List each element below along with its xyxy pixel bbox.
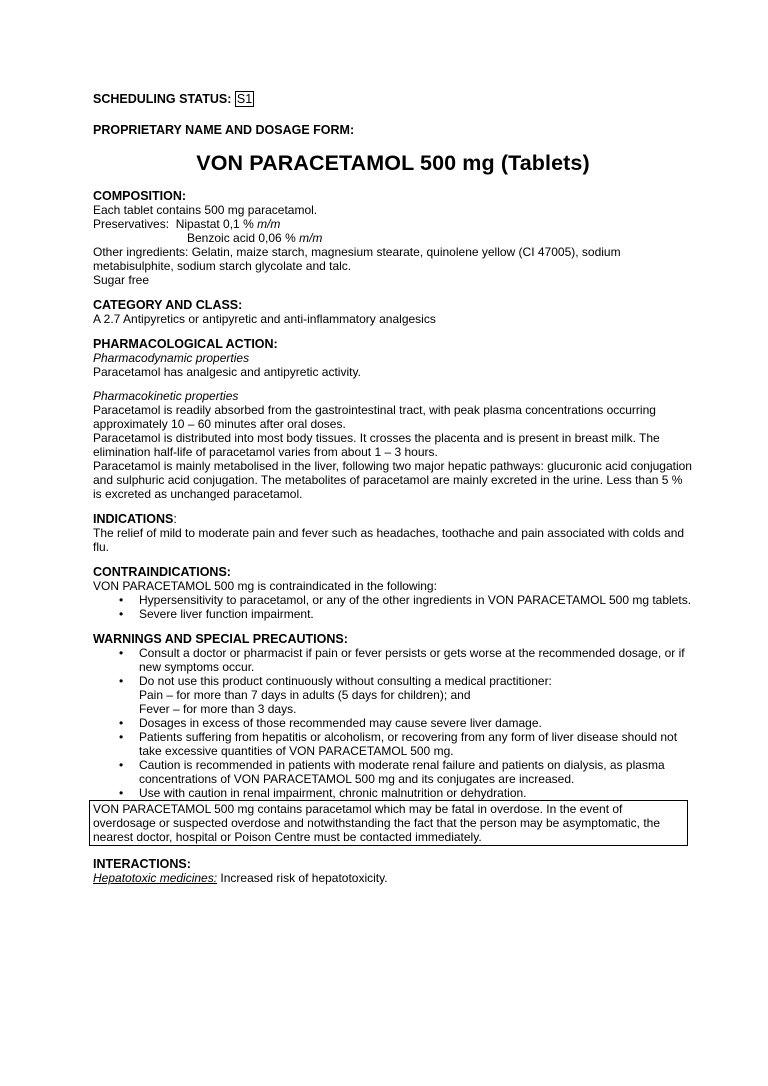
pharmacological-heading: PHARMACOLOGICAL ACTION: — [93, 337, 278, 351]
contraindications-intro: VON PARACETAMOL 500 mg is contraindicated in the following: — [93, 579, 437, 593]
warning-item-subline: Fever – for more than 3 days. — [139, 702, 297, 716]
pharmacodynamic-text: Paracetamol has analgesic and antipyretic activity. — [93, 365, 361, 379]
category-section — [93, 298, 693, 326]
warnings-list — [93, 646, 693, 800]
warnings-section — [93, 632, 693, 846]
preservatives-unit-2: m/m — [299, 231, 323, 245]
document-page — [93, 92, 693, 885]
list-item: • Use with caution in renal impairment, chronic malnutrition or dehydration. — [139, 786, 693, 800]
pharmacokinetic-paragraph-3: Paracetamol is mainly metabolised in the liver, following two major hepatic pathways: glucuronic acid conjugation and sulphuric acid conjugation. The metabolites of paracetamol are mainly excreted in the urine. Less than 5 % is excreted as unchanged paracetamol. — [93, 459, 692, 501]
indications-section — [93, 512, 693, 554]
preservatives-text-2: Benzoic acid 0,06 % — [187, 231, 300, 245]
list-item: • Dosages in excess of those recommended may cause severe liver damage. — [139, 716, 693, 730]
overdose-warning-box: VON PARACETAMOL 500 mg contains paracetamol which may be fatal in overdose. In the event of overdosage or suspected overdose and notwithstanding the fact that the person may be asymptomatic, the nearest doctor, hospital or Poison Centre must be contacted immediately. — [89, 800, 688, 846]
other-ingredients: Other ingredients: Gelatin, maize starch, magnesium stearate, quinolene yellow (CI 47005), sodium metabisulphite, sodium starch glycolate and talc. — [93, 245, 621, 273]
scheduling-value: S1 — [236, 92, 253, 106]
list-item: • Hypersensitivity to paracetamol, or any of the other ingredients in VON PARACETAMOL 500 mg tablets. — [139, 593, 693, 607]
interactions-text — [93, 871, 693, 885]
warnings-heading: WARNINGS AND SPECIAL PRECAUTIONS: — [93, 632, 348, 646]
preservatives-unit: m/m — [257, 217, 281, 231]
contraindications-heading: CONTRAINDICATIONS: — [93, 565, 231, 579]
hepatotoxic-text: Increased risk of hepatotoxicity. — [217, 871, 388, 885]
preservatives-line-2 — [93, 231, 693, 245]
pharmacokinetic-paragraph-1: Paracetamol is readily absorbed from the gastrointestinal tract, with peak plasma concentrations occurring approximately 10 – 60 minutes after oral doses. — [93, 403, 656, 431]
indications-heading — [93, 512, 693, 526]
preservatives-line — [93, 217, 693, 231]
pharmacodynamic-subheading: Pharmacodynamic properties — [93, 351, 250, 365]
pharmacological-section — [93, 337, 693, 501]
list-item: • Consult a doctor or pharmacist if pain or fever persists or gets worse at the recommended dosage, or if new symptoms occur. — [139, 646, 693, 674]
indications-heading-text: INDICATIONS — [93, 512, 174, 526]
contraindications-section — [93, 565, 693, 621]
interactions-heading: INTERACTIONS: — [93, 857, 191, 871]
category-text: A 2.7 Antipyretics or antipyretic and anti-inflammatory analgesics — [93, 312, 436, 326]
composition-line: Each tablet contains 500 mg paracetamol. — [93, 203, 318, 217]
preservatives-text: Preservatives: Nipastat 0,1 % — [93, 217, 258, 231]
pharmacokinetic-subheading: Pharmacokinetic properties — [93, 389, 239, 403]
composition-heading: COMPOSITION: — [93, 189, 187, 203]
hepatotoxic-label: Hepatotoxic medicines: — [93, 871, 218, 885]
indications-colon: : — [173, 512, 177, 526]
composition-section — [93, 189, 693, 287]
list-item: • Severe liver function impairment. — [139, 607, 693, 621]
warning-item-subline: Pain – for more than 7 days in adults (5 days for children); and — [139, 688, 471, 702]
interactions-section — [93, 857, 693, 885]
pharmacokinetic-paragraph-2: Paracetamol is distributed into most body tissues. It crosses the placenta and is present in breast milk. The elimination half-life of paracetamol varies from about 1 – 3 hours. — [93, 431, 660, 459]
contraindications-list — [93, 593, 693, 621]
list-item: • Patients suffering from hepatitis or alcoholism, or recovering from any form of liver disease should not take excessive quantities of VON PARACETAMOL 500 mg. — [139, 730, 693, 758]
category-heading: CATEGORY AND CLASS: — [93, 298, 243, 312]
sugar-free: Sugar free — [93, 273, 150, 287]
list-item — [139, 674, 693, 716]
indications-text: The relief of mild to moderate pain and fever such as headaches, toothache and pain associated with colds and flu. — [93, 526, 685, 554]
scheduling-status — [93, 92, 693, 107]
document-title: VON PARACETAMOL 500 mg (Tablets) — [196, 151, 590, 175]
list-item: • Caution is recommended in patients with moderate renal failure and patients on dialysis, as plasma concentrations of VON PARACETAMOL 500 mg and its conjugates are increased. — [139, 758, 693, 786]
proprietary-label: PROPRIETARY NAME AND DOSAGE FORM: — [93, 123, 355, 137]
warning-item-text: • Do not use this product continuously without consulting a medical practitioner: — [139, 674, 552, 688]
scheduling-label: SCHEDULING STATUS: — [93, 92, 232, 106]
